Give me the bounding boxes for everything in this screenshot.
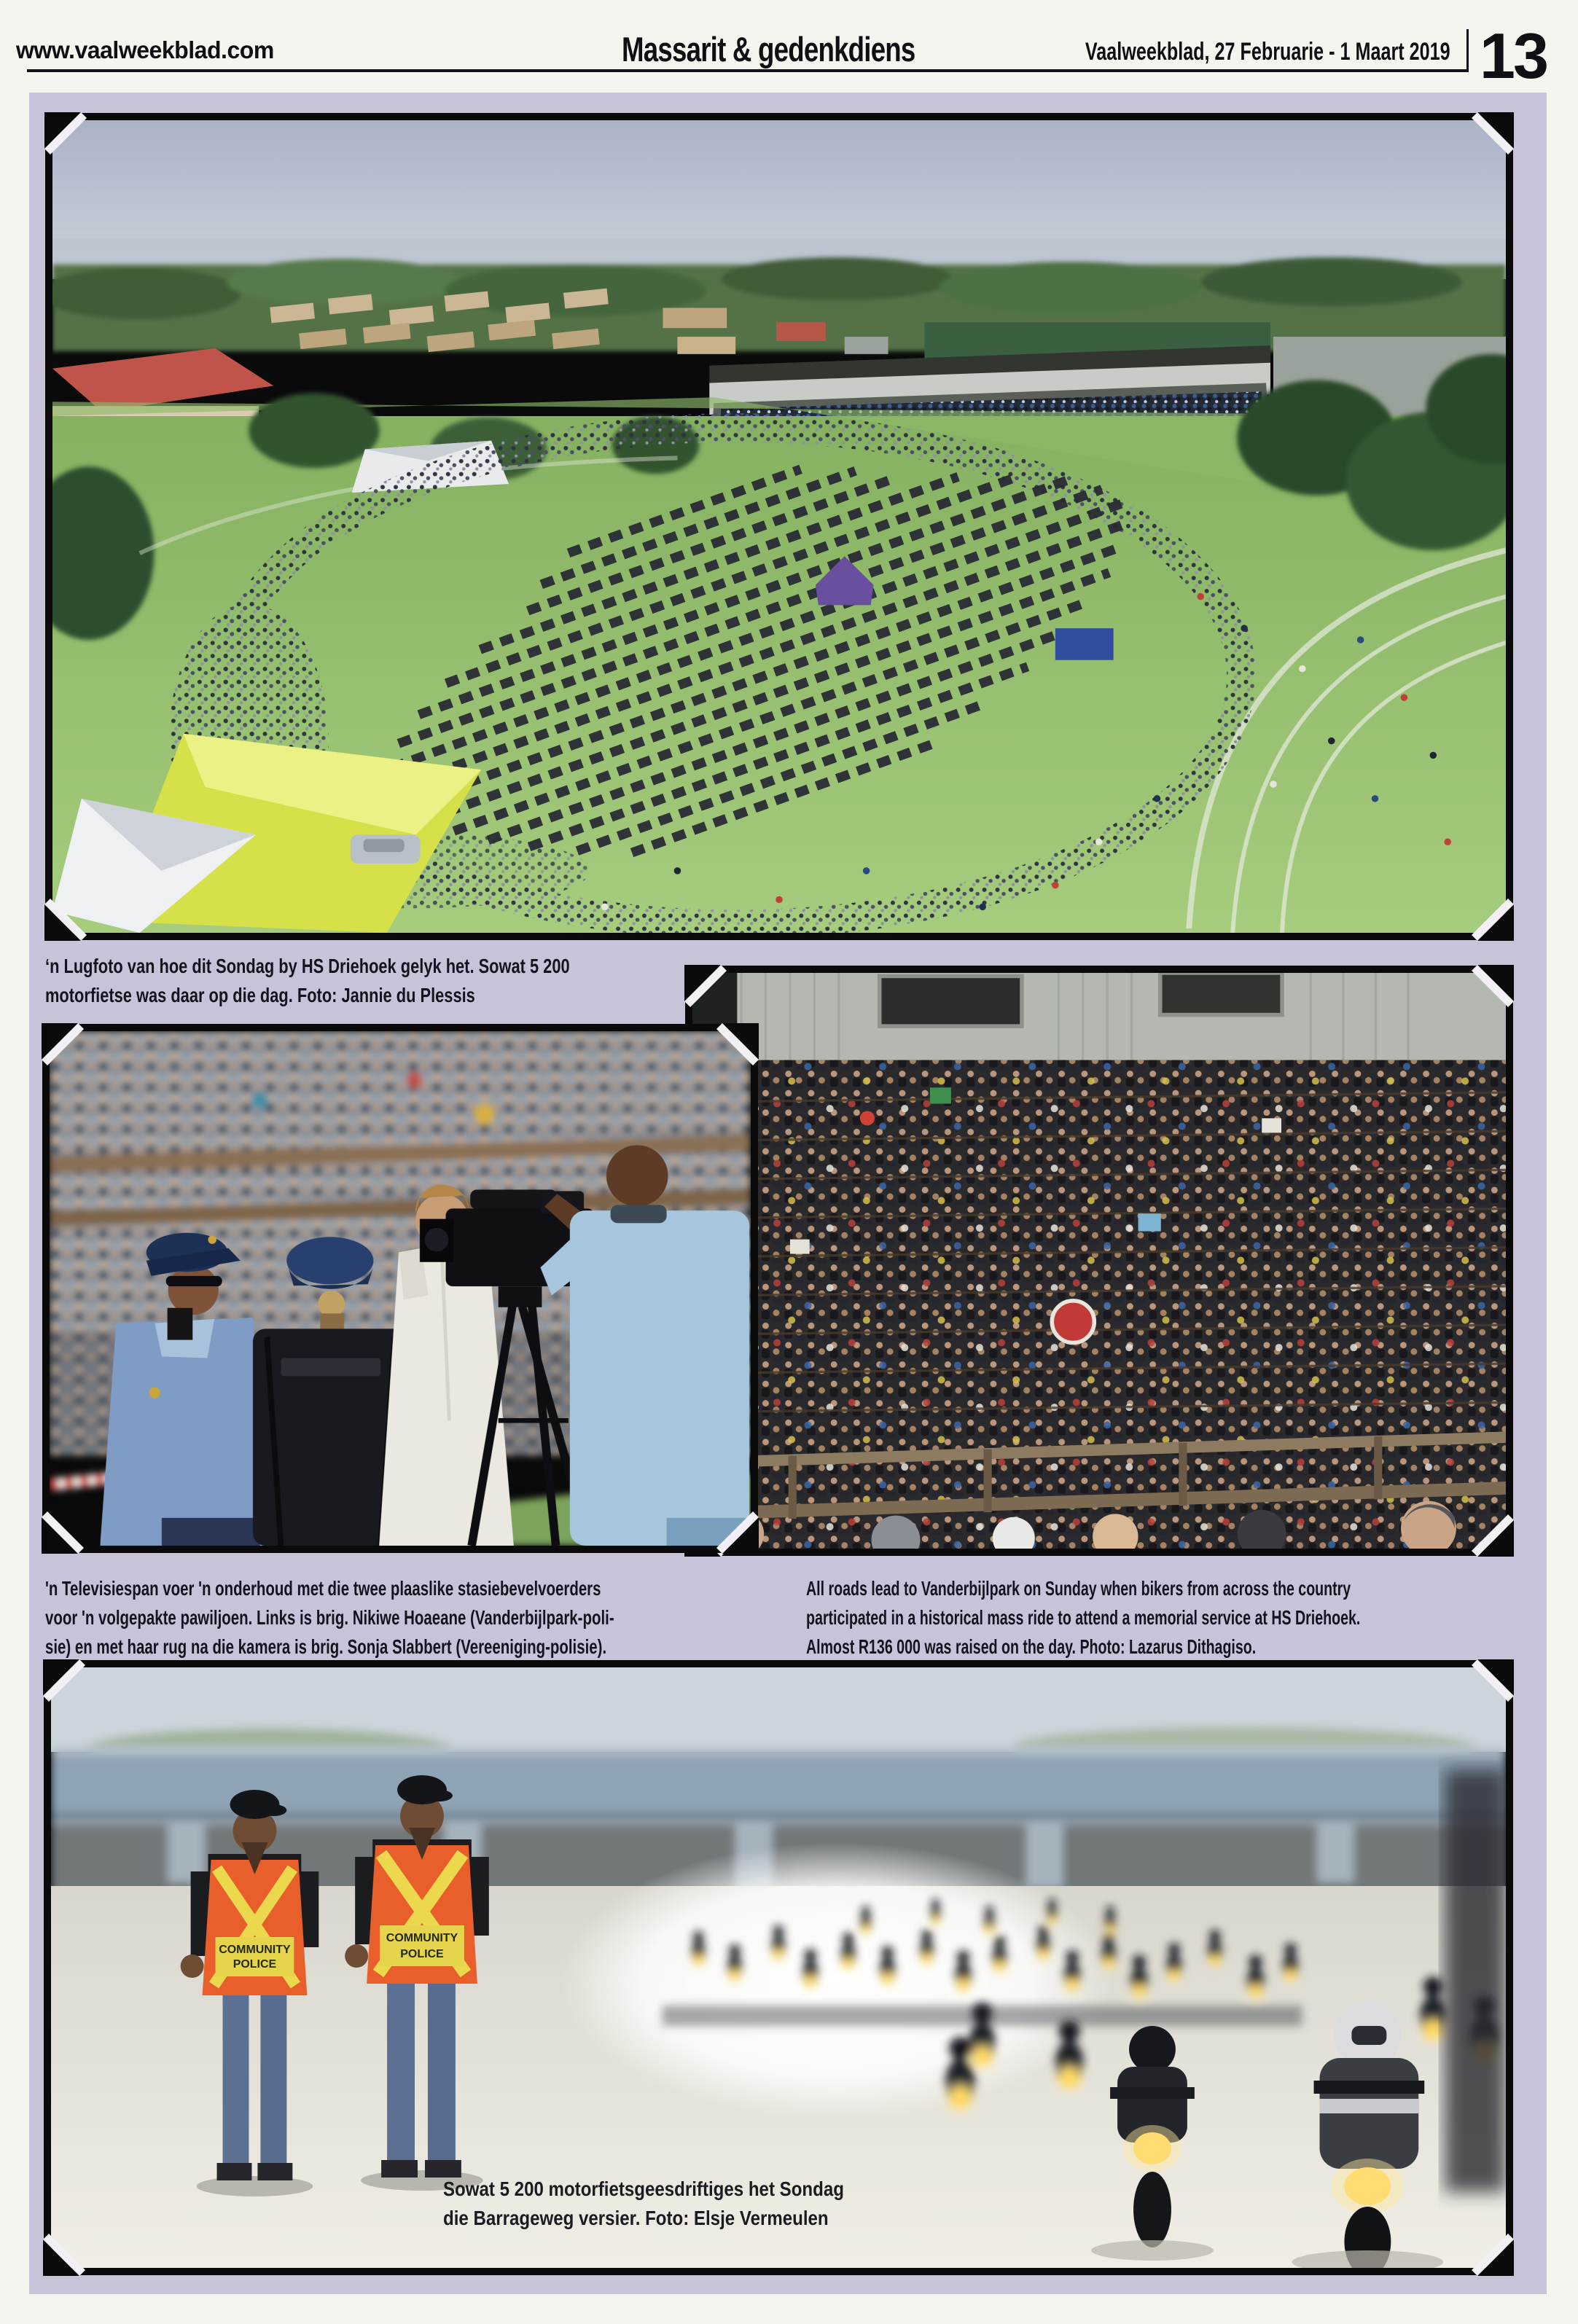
caption-line: die Barrageweg versier. Foto: Elsje Vermeulen	[443, 2207, 829, 2229]
corrugated-wall	[692, 973, 1506, 1068]
aerial-photo-image	[52, 120, 1506, 933]
bleacher-crowd	[692, 1060, 1506, 1549]
header-divider	[1466, 29, 1469, 72]
caption-tv-interview	[45, 1574, 614, 1662]
close-blurred-rider	[1445, 1769, 1506, 2192]
caption-mass-ride	[443, 2175, 844, 2233]
window	[880, 976, 1022, 1026]
crowd-photo-image	[692, 973, 1506, 1549]
silver-car	[351, 834, 421, 864]
edition-date: Vaalweekblad, 27 Februarie - 1 Maart 2019	[1085, 38, 1450, 66]
vest-text: COMMUNITY	[219, 1943, 291, 1957]
mass-ride-photo	[44, 1660, 1513, 2275]
crowd-photo	[685, 966, 1513, 1556]
caption-line: participated in a historical mass ride to attend a memorial service at HS Driehoek.	[806, 1606, 1361, 1629]
header-rule	[27, 69, 1466, 72]
caption-aerial	[45, 952, 570, 1010]
caption-line: ‘n Lugfoto van hoe dit Sondag by HS Driehoek gelyk het. Sowat 5 200	[45, 955, 570, 977]
aerial-photo	[45, 113, 1513, 940]
caption-line: All roads lead to Vanderbijlpark on Sunday when bikers from across the country	[806, 1577, 1351, 1600]
blue-gazebo	[1055, 628, 1114, 660]
caption-line: voor 'n volgepakte pawiljoen. Links is brig. Nikiwe Hoaeane (Vanderbijlpark-poli-	[45, 1606, 614, 1629]
vest-text: POLICE	[233, 1957, 277, 1971]
caption-line: Sowat 5 200 motorfietsgeesdriftiges het Sondag	[443, 2178, 844, 2200]
page-number: 13	[1480, 20, 1547, 92]
tv-interview-photo-image	[50, 1031, 751, 1546]
caption-line: motorfietse was daar op die dag. Foto: Jannie du Plessis	[45, 984, 475, 1006]
section-title: Massarit & gedenkdiens	[622, 30, 915, 69]
caption-line: 'n Televisiespan voer 'n onderhoud met die twee plaaslike stasiebevelvoerders	[45, 1577, 601, 1600]
caption-line: sie) en met haar rug na die kamera is brig. Sonja Slabbert (Vereeniging-polisie).	[45, 1635, 607, 1658]
lens-flare	[560, 1842, 1113, 2119]
caption-crowd	[806, 1574, 1360, 1662]
vest-text: COMMUNITY	[386, 1931, 458, 1945]
vest-text: POLICE	[400, 1947, 444, 1961]
tv-interview-photo	[42, 1024, 758, 1553]
window	[1160, 973, 1282, 1015]
red-vest-patch	[1052, 1301, 1094, 1343]
site-url: www.vaalweekblad.com	[16, 36, 274, 63]
caption-line: Almost R136 000 was raised on the day. Photo: Lazarus Dithagiso.	[806, 1635, 1257, 1658]
